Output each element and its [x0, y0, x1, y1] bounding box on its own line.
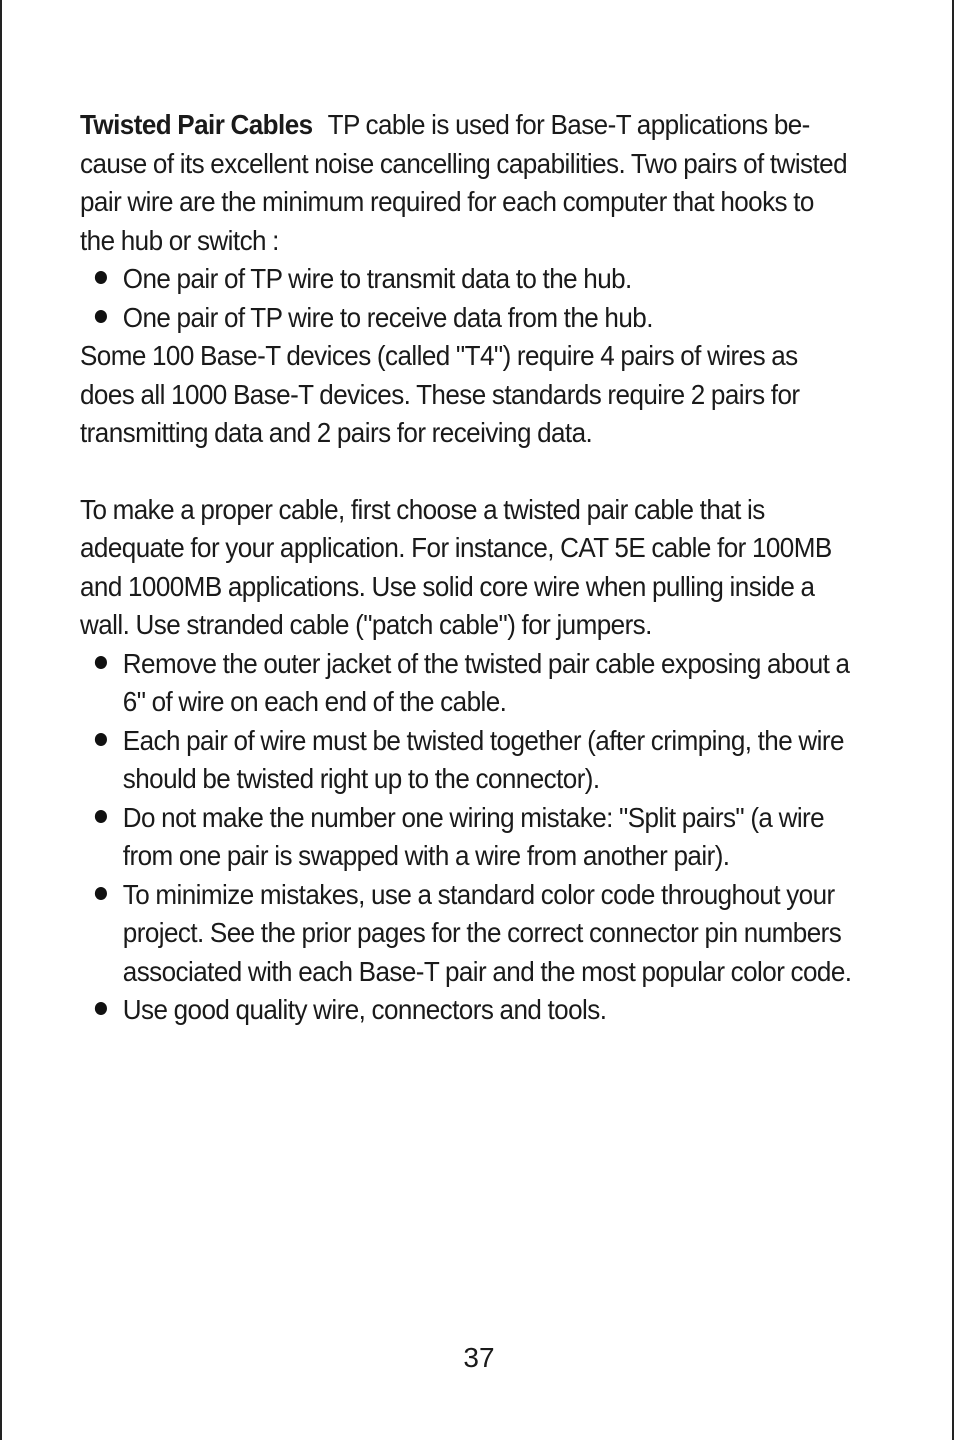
list-item-text: Remove the outer jacket of the twisted pair cable exposing about a 6" of wire on each end of the cable. [122, 647, 850, 717]
page-number: 37 [463, 1342, 495, 1373]
list-item-text: One pair of TP wire to transmit data to the hub. [122, 263, 632, 294]
bullet-icon [95, 271, 107, 284]
cable-making-paragraph: To make a proper cable, first choose a twisted pair cable that is adequate for your application. For instance, CAT 5E cable for 100MB and 1000MB applications. Use solid core wire when pulling inside a wall. Use stranded cable ("patch cable") for jumpers. [80, 493, 832, 640]
bullet-icon [95, 733, 107, 746]
list-item [80, 991, 852, 1030]
page-body [80, 106, 852, 1030]
section-heading: Twisted Pair Cables [80, 109, 313, 140]
list-item [80, 799, 852, 876]
bullet-icon [95, 887, 107, 900]
list-item [80, 876, 852, 992]
standards-paragraph: Some 100 Base-T devices (called "T4") require 4 pairs of wires as does all 1000 Base-T devices. These standards require 2 pairs for transmitting data and 2 pairs for receiving data. [80, 340, 800, 448]
paragraph-gap [80, 453, 852, 491]
list-item [80, 299, 852, 338]
cable-tips-list [80, 645, 852, 1030]
list-item [80, 260, 852, 299]
wire-pair-list [80, 260, 852, 337]
bullet-icon [95, 810, 107, 823]
list-item-text: Each pair of wire must be twisted together (after crimping, the wire should be twisted right up to the connector). [122, 724, 844, 794]
list-item-text: To minimize mistakes, use a standard color code throughout your project. See the prior pages for the correct connector pin numbers associated with each Base-T pair and the most popular color code. [122, 878, 852, 987]
intro-text: TP cable is used for Base-T applications be-cause of its excellent noise cancelling capabilities. Two pairs of twisted pair wire are the minimum required for each computer that hooks to the hub or switch : [80, 109, 848, 256]
bullet-icon [95, 656, 107, 669]
list-item-text: One pair of TP wire to receive data from the hub. [122, 301, 653, 333]
list-item-text: Use good quality wire, connectors and tools. [122, 994, 607, 1025]
section-twisted-pair-intro [80, 106, 852, 260]
bullet-icon [95, 310, 107, 323]
list-item-text: Do not make the number one wiring mistake: "Split pairs" (a wire from one pair is swapped with a wire from another pair). [122, 801, 825, 871]
list-item [80, 722, 852, 799]
list-item [80, 645, 852, 722]
bullet-icon [95, 1002, 107, 1015]
